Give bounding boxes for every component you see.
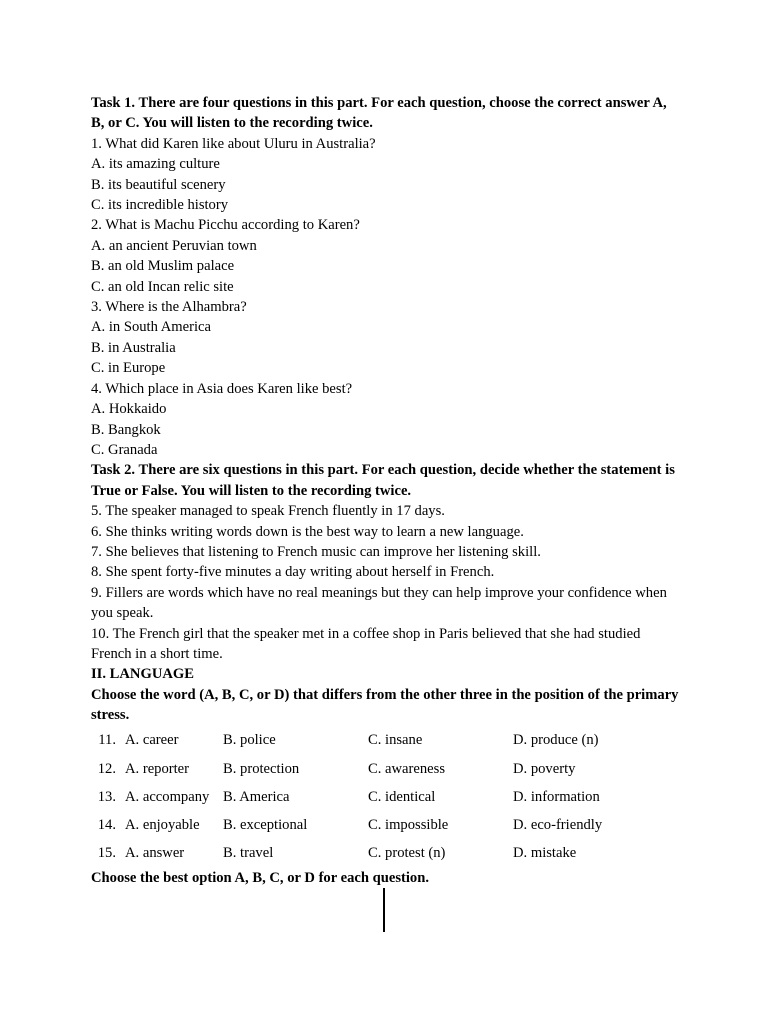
statement-7: 7. She believes that listening to French music can improve her listening skill. (91, 543, 541, 560)
option-c: C. its incredible history (91, 197, 229, 214)
item-number: 14. (97, 817, 116, 834)
question-4 (91, 379, 681, 461)
choice-b: B. America (223, 788, 290, 805)
question-text: 3. Where is the Alhambra? (91, 299, 247, 316)
document-page (91, 93, 681, 888)
option-b: B. in Australia (91, 339, 176, 356)
choice-d: D. information (513, 788, 600, 805)
option-a: A. Hokkaido (91, 401, 167, 418)
choice-a: A. answer (125, 845, 185, 862)
item-number: 13. (97, 788, 116, 805)
choice-c: C. protest (n) (368, 845, 446, 862)
table-row (91, 755, 647, 783)
table-row (91, 811, 647, 839)
choice-b: B. exceptional (223, 817, 308, 834)
question-text: 4. Which place in Asia does Karen like best? (91, 380, 353, 397)
statement-5: 5. The speaker managed to speak French fluently in 17 days. (91, 503, 445, 520)
choice-d: D. produce (n) (513, 732, 599, 749)
choice-b: B. travel (223, 845, 274, 862)
item-number: 11. (98, 732, 116, 749)
choice-b: B. police (223, 732, 276, 749)
section-title-language: II. LANGUAGE (91, 666, 194, 683)
choice-c: C. insane (368, 732, 423, 749)
choice-b: B. protection (223, 760, 300, 777)
question-1 (91, 134, 681, 216)
option-a: A. an ancient Peruvian town (91, 237, 257, 254)
choice-c: C. awareness (368, 760, 445, 777)
option-a: A. in South America (91, 319, 211, 336)
option-c: C. in Europe (91, 360, 166, 377)
choice-a: A. enjoyable (125, 817, 200, 834)
choice-d: D. poverty (513, 760, 576, 777)
statement-9: 9. Fillers are words which have no real meanings but they can help improve your confidence when you speak. (91, 584, 667, 622)
choice-a: A. reporter (125, 760, 190, 777)
table-row (91, 783, 647, 811)
table-row (91, 727, 647, 755)
choice-c: C. impossible (368, 817, 449, 834)
statement-8: 8. She spent forty-five minutes a day writing about herself in French. (91, 564, 495, 581)
question-3 (91, 297, 681, 379)
question-text: 2. What is Machu Picchu according to Karen? (91, 217, 360, 234)
item-number: 12. (97, 760, 116, 777)
choice-d: D. eco-friendly (513, 817, 603, 834)
choice-c: C. identical (368, 788, 436, 805)
stress-instruction: Choose the word (A, B, C, or D) that differs from the other three in the position of the primary stress. (91, 686, 679, 724)
statement-10: 10. The French girl that the speaker met in a coffee shop in Paris believed that she had studied French in a short time. (91, 625, 641, 662)
option-a: A. its amazing culture (91, 156, 220, 173)
option-b: B. Bangkok (91, 421, 161, 438)
question-text: 1. What did Karen like about Uluru in Australia? (91, 135, 376, 152)
option-c: C. Granada (91, 441, 158, 458)
item-number: 15. (97, 845, 116, 862)
task2-heading: Task 2. There are six questions in this part. For each question, decide whether the statement is True or False. You will listen to the recording twice. (91, 462, 675, 499)
stress-table (91, 727, 647, 868)
best-option-instruction: Choose the best option A, B, C, or D for each question. (91, 869, 429, 886)
statement-6: 6. She thinks writing words down is the best way to learn a new language. (91, 523, 524, 540)
table-row (91, 839, 647, 867)
choice-d: D. mistake (513, 845, 577, 862)
option-b: B. its beautiful scenery (91, 176, 226, 193)
option-c: C. an old Incan relic site (91, 278, 234, 295)
task1-heading: Task 1. There are four questions in this part. For each question, choose the correct answer A, B, or C. You will listen to the recording twice. (91, 95, 667, 132)
option-b: B. an old Muslim palace (91, 258, 235, 275)
choice-a: A. accompany (125, 788, 210, 805)
text-cursor (383, 888, 385, 932)
choice-a: A. career (125, 732, 179, 749)
question-2 (91, 215, 681, 297)
